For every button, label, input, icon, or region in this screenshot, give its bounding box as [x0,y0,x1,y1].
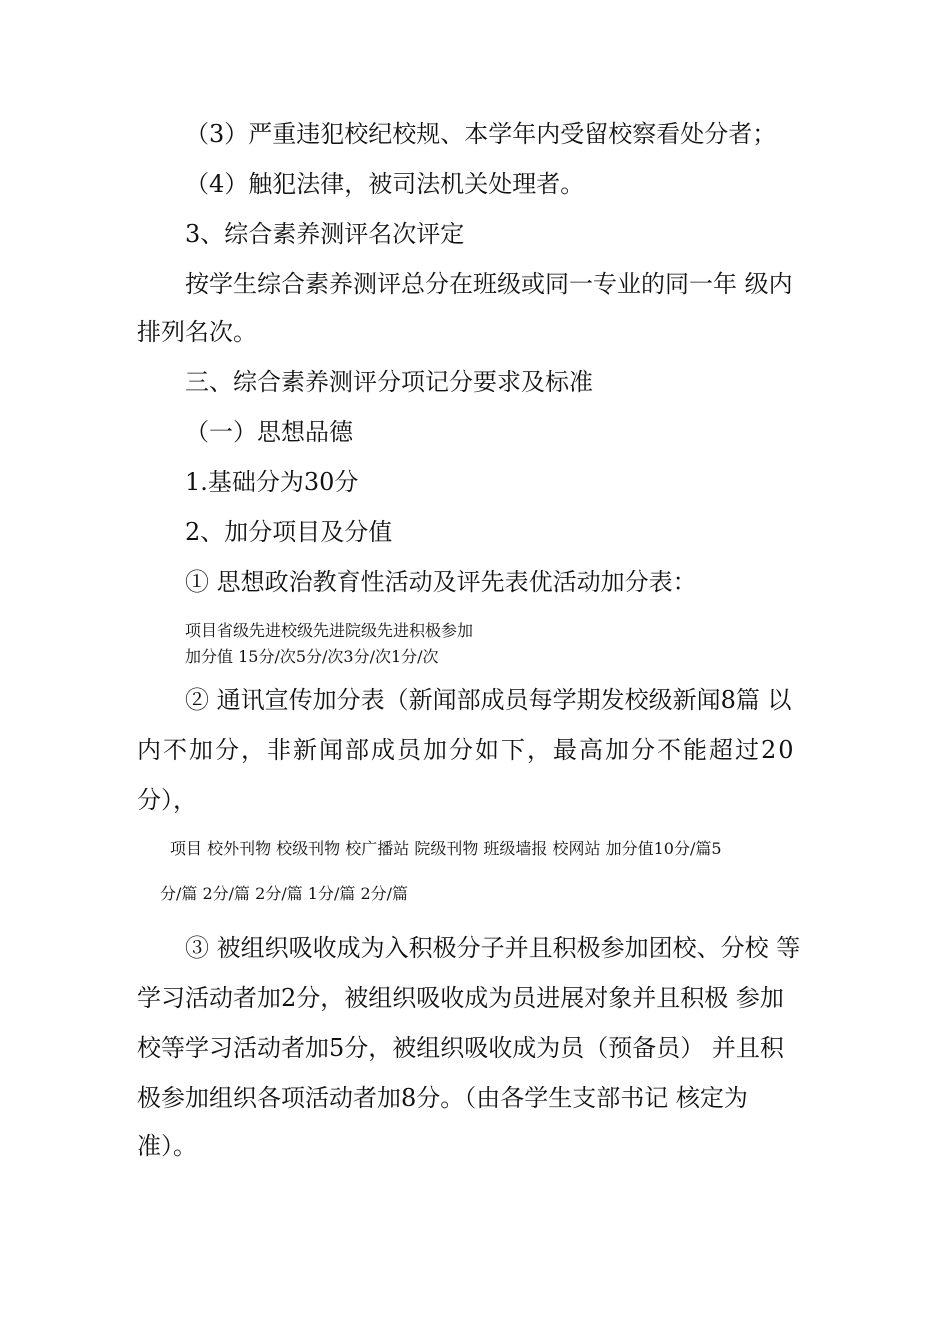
section-heading: 三、综合素养测评分项记分要求及标准 [185,368,593,396]
paragraph-line: （4）触犯法律，被司法机关处理者。 [185,170,585,198]
table-row: 加分值 15分/次5分/次3分/次1分/次 [185,647,439,666]
paragraph-line: 按学生综合素养测评总分在班级或同一专业的同一年 级内 [185,270,793,298]
subsection-heading: （一）思想品德 [185,418,353,446]
paragraph-line: 极参加组织各项活动者加8分。（由各学生支部书记 核定为 [137,1084,748,1112]
paragraph-line: 分）， [137,786,197,814]
section-heading: 3、综合素养测评名次评定 [185,220,465,248]
table-row: 项目 校外刊物 校级刊物 校广播站 院级刊物 班级墙报 校网站 加分值10分/篇5 [170,839,722,858]
paragraph-line: 学习活动者加2分，被组织吸收成为员进展对象并且积极 参加 [137,984,784,1012]
table-row: 项目省级先进校级先进院级先进积极参加 [185,621,474,640]
paragraph-line: ① 思想政治教育性活动及评先表优活动加分表： [185,568,697,596]
paragraph-line: 内不加分，非新闻部成员加分如下，最高加分不能超过20 [137,736,796,764]
paragraph-line: ② 通讯宣传加分表（新闻部成员每学期发校级新闻8篇 以 [185,686,792,714]
paragraph-line: 2、加分项目及分值 [185,518,393,546]
paragraph-line: 准）。 [137,1132,197,1160]
paragraph-line: 校等学习活动者加5分，被组织吸收成为员（预备员） 并且积 [137,1034,784,1062]
paragraph-line: ③ 被组织吸收成为入积极分子并且积极参加团校、分校 等 [185,934,801,962]
table-row: 分/篇 2分/篇 2分/篇 1分/篇 2分/篇 [160,884,409,903]
paragraph-line: 1.基础分为30分 [185,468,359,496]
paragraph-line: 排列名次。 [137,318,257,346]
paragraph-line: （3）严重违犯校纪校规、本学年内受留校察看处分者； [185,120,777,148]
